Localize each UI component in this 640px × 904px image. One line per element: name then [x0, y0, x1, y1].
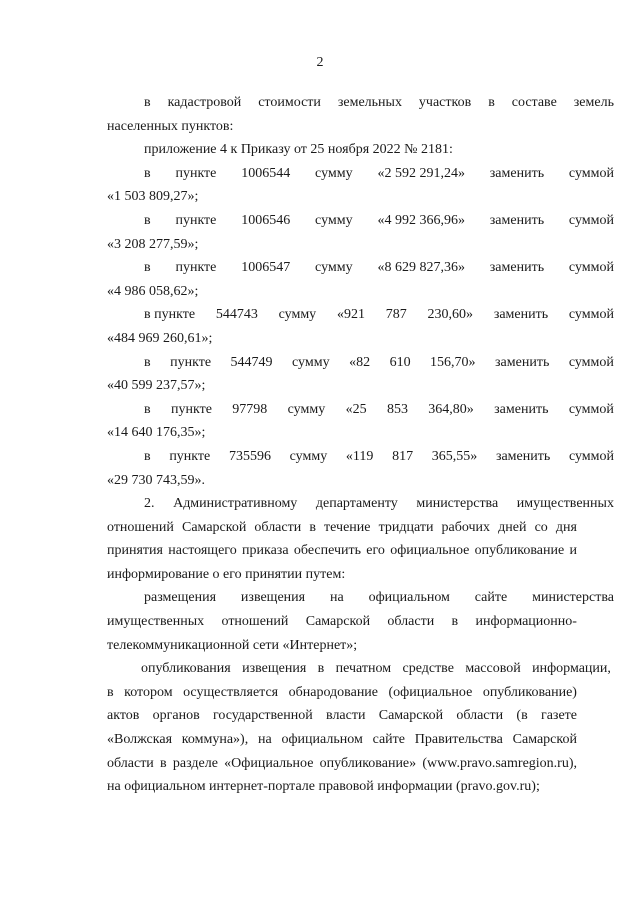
text-word: Самарской	[378, 708, 444, 724]
paragraph	[107, 351, 614, 398]
text-word: заменить	[494, 401, 549, 417]
text-word: в	[144, 212, 151, 228]
text-word: «484 969 260,61»;	[107, 330, 213, 346]
paragraph	[107, 162, 614, 209]
text-word: коммуна»),	[181, 732, 249, 748]
text-word: в	[144, 354, 151, 370]
paragraph	[107, 256, 614, 303]
text-word: в	[309, 519, 316, 535]
text-word: в	[144, 95, 151, 110]
text-word: населенных пунктов:	[107, 118, 234, 134]
text-word: кадастровой	[167, 95, 242, 110]
text-word: дня	[555, 519, 577, 535]
text-line	[107, 445, 614, 469]
text-line	[107, 421, 577, 445]
text-word: рабочих	[441, 519, 491, 535]
text-word: сумму	[315, 165, 353, 181]
text-word: «1 503 809,27»;	[107, 189, 199, 205]
text-word: имущественных	[107, 614, 205, 630]
paragraph	[107, 657, 611, 799]
text-word: министерства	[416, 496, 499, 512]
text-word: дней	[498, 519, 527, 535]
text-line	[107, 209, 614, 233]
text-word: области	[456, 708, 504, 724]
text-line	[107, 398, 614, 422]
paragraph	[107, 138, 577, 162]
text-word: 544743	[215, 307, 258, 323]
text-line	[107, 115, 577, 139]
text-word: сайте	[372, 732, 406, 748]
text-word: 787	[385, 307, 407, 323]
text-line	[107, 162, 614, 186]
text-line	[107, 586, 614, 610]
text-word: сайте	[474, 590, 508, 606]
text-word: сумму	[289, 448, 328, 464]
text-word: составе	[511, 95, 557, 110]
text-word: 544749	[230, 354, 273, 370]
text-word: официальное	[390, 543, 470, 559]
text-word: Правительства	[414, 732, 503, 748]
text-word: извещения	[242, 661, 307, 677]
text-word: «Официальное	[224, 755, 314, 771]
text-word: приложение 4 к Приказу от 25 ноября 2022 № 2181:	[144, 142, 453, 158]
text-word: области	[107, 755, 154, 771]
text-word: суммой	[568, 401, 614, 417]
text-word: информирование о его принятии путем:	[107, 566, 346, 582]
text-word: участков	[418, 95, 472, 110]
text-word: массовой	[465, 661, 521, 677]
text-word: государственной	[212, 708, 313, 724]
text-word: «2 592 291,24»	[377, 165, 465, 181]
text-word: отношений	[221, 614, 289, 630]
text-word: Самарской	[305, 614, 371, 630]
text-line	[107, 657, 611, 681]
text-word: пункте	[170, 401, 212, 417]
text-word: в	[144, 260, 151, 276]
paragraph	[107, 398, 614, 445]
text-line	[107, 516, 577, 540]
text-word: в	[488, 95, 495, 110]
text-word: обеспечить	[293, 543, 361, 559]
text-word: 610	[389, 354, 411, 370]
text-word: телекоммуникационной сети «Интернет»;	[107, 637, 358, 653]
text-line	[107, 256, 614, 280]
text-line	[107, 634, 577, 658]
text-word: 735596	[228, 448, 271, 464]
text-word: принятия	[107, 543, 163, 559]
text-line	[107, 469, 577, 493]
text-word: земельных	[337, 95, 402, 110]
text-word: сумму	[287, 401, 326, 417]
text-line	[107, 185, 577, 209]
text-word: приказа	[242, 543, 289, 559]
text-word: (в	[516, 708, 528, 724]
text-word: «119	[345, 448, 374, 464]
text-line	[107, 303, 614, 327]
text-word: официальном	[281, 732, 363, 748]
text-word: заменить	[489, 212, 545, 228]
text-word: 97798	[232, 401, 268, 417]
text-word: информации,	[532, 661, 611, 677]
text-word: 853	[386, 401, 408, 417]
text-word: суммой	[568, 212, 614, 228]
text-word: суммой	[568, 260, 614, 276]
text-word: «921	[336, 307, 365, 323]
text-word: департаменту	[315, 496, 398, 512]
text-word: (www.pravo.samregion.ru),	[422, 755, 577, 771]
text-word: настоящего	[168, 543, 237, 559]
text-line	[107, 752, 577, 776]
text-word: 230,60»	[427, 307, 474, 323]
text-word: власти	[326, 708, 366, 724]
text-line	[107, 704, 577, 728]
text-word: пункте	[169, 448, 211, 464]
text-word: 364,80»	[428, 401, 474, 417]
text-word: «4 992 366,96»	[377, 212, 465, 228]
document-body	[107, 91, 614, 799]
text-word: в	[451, 614, 459, 630]
text-word: суммой	[568, 354, 614, 370]
text-word: в	[160, 755, 167, 771]
text-word: в	[107, 684, 114, 700]
text-word: «14 640 176,35»;	[107, 425, 206, 441]
text-word: размещения	[144, 590, 217, 606]
text-word: заменить	[495, 448, 551, 464]
text-word: печатном	[335, 661, 392, 677]
text-line	[107, 775, 577, 799]
text-word: 2.	[144, 496, 155, 512]
text-word: информационно-	[475, 614, 577, 630]
text-word: извещения	[240, 590, 306, 606]
text-word: 1006546	[241, 212, 291, 228]
text-word: суммой	[568, 165, 614, 181]
text-word: заменить	[489, 165, 545, 181]
text-word: в	[144, 165, 151, 181]
text-word: со	[534, 519, 548, 535]
text-word: отношений	[107, 519, 174, 535]
text-word: земель	[573, 95, 614, 110]
text-word: в	[144, 448, 151, 464]
text-word: опубликования	[141, 661, 231, 677]
text-word: заменить	[489, 260, 545, 276]
text-word: на	[329, 590, 344, 606]
text-word: 1006547	[241, 260, 291, 276]
text-word: сумму	[315, 212, 353, 228]
text-line	[107, 681, 577, 705]
text-word: на официальном интернет-портале правовой информации (pravo.gov.ru);	[107, 779, 540, 795]
paragraph	[107, 445, 614, 492]
text-word: «25	[345, 401, 367, 417]
text-word: его	[366, 543, 385, 559]
text-line	[107, 91, 614, 115]
text-word: сумму	[315, 260, 353, 276]
text-line	[107, 280, 577, 304]
text-word: органов	[152, 708, 200, 724]
text-line	[107, 492, 614, 516]
text-word: «Волжская	[107, 732, 173, 748]
text-word: в	[317, 661, 325, 677]
text-word: на	[257, 732, 272, 748]
text-word: газете	[540, 708, 577, 724]
text-word: Самарской	[182, 519, 247, 535]
text-word: актов	[107, 708, 140, 724]
text-word: пункте	[175, 260, 217, 276]
text-word: обнародование	[288, 684, 379, 700]
text-word: «29 730 743,59».	[107, 472, 205, 488]
text-word: 817	[392, 448, 414, 464]
text-word: Самарской	[512, 732, 577, 748]
text-word: осуществляется	[183, 684, 279, 700]
page-number: 2	[316, 55, 324, 70]
paragraph	[107, 91, 614, 138]
text-word: тридцати	[378, 519, 434, 535]
text-line	[107, 728, 577, 752]
text-word: котором	[124, 684, 173, 700]
text-word: суммой	[568, 307, 614, 323]
text-word: пункте	[175, 165, 217, 181]
text-word: имущественных	[516, 496, 614, 512]
text-word: опубликование)	[482, 684, 577, 700]
text-line	[107, 233, 577, 257]
text-word: официальном	[368, 590, 450, 606]
text-word: сумму	[292, 354, 330, 370]
text-line	[107, 539, 577, 563]
text-word: области	[254, 519, 302, 535]
text-word: области	[387, 614, 435, 630]
text-word: 1006544	[241, 165, 291, 181]
text-word: сумму	[278, 307, 317, 323]
text-word: «4 986 058,62»;	[107, 283, 199, 299]
text-word: в пункте	[144, 307, 196, 323]
paragraph	[107, 303, 614, 350]
text-word: пункте	[170, 354, 212, 370]
text-word: средстве	[402, 661, 454, 677]
text-word: 365,55»	[431, 448, 478, 464]
paragraph	[107, 492, 614, 586]
text-line	[107, 351, 614, 375]
text-word: течение	[324, 519, 371, 535]
text-word: 156,70»	[430, 354, 476, 370]
text-word: (официальное	[388, 684, 473, 700]
text-word: «8 629 827,36»	[377, 260, 465, 276]
text-word: в	[144, 401, 151, 417]
text-word: стоимости	[258, 95, 321, 110]
text-word: разделе	[172, 755, 218, 771]
text-line	[107, 374, 577, 398]
text-word: суммой	[568, 448, 614, 464]
text-word: Административному	[173, 496, 298, 512]
text-word: опубликование»	[319, 755, 417, 771]
text-word: «40 599 237,57»;	[107, 378, 206, 394]
paragraph	[107, 209, 614, 256]
text-line	[107, 563, 577, 587]
text-word: министерства	[532, 590, 614, 606]
text-line	[107, 610, 577, 634]
paragraph	[107, 586, 614, 657]
text-word: опубликование	[474, 543, 565, 559]
text-word: «3 208 277,59»;	[107, 236, 199, 252]
text-word: пункте	[175, 212, 217, 228]
text-line	[107, 138, 577, 162]
text-word: заменить	[495, 354, 550, 370]
text-word: и	[569, 543, 577, 559]
text-word: «82	[349, 354, 371, 370]
text-line	[107, 327, 577, 351]
text-word: заменить	[493, 307, 549, 323]
